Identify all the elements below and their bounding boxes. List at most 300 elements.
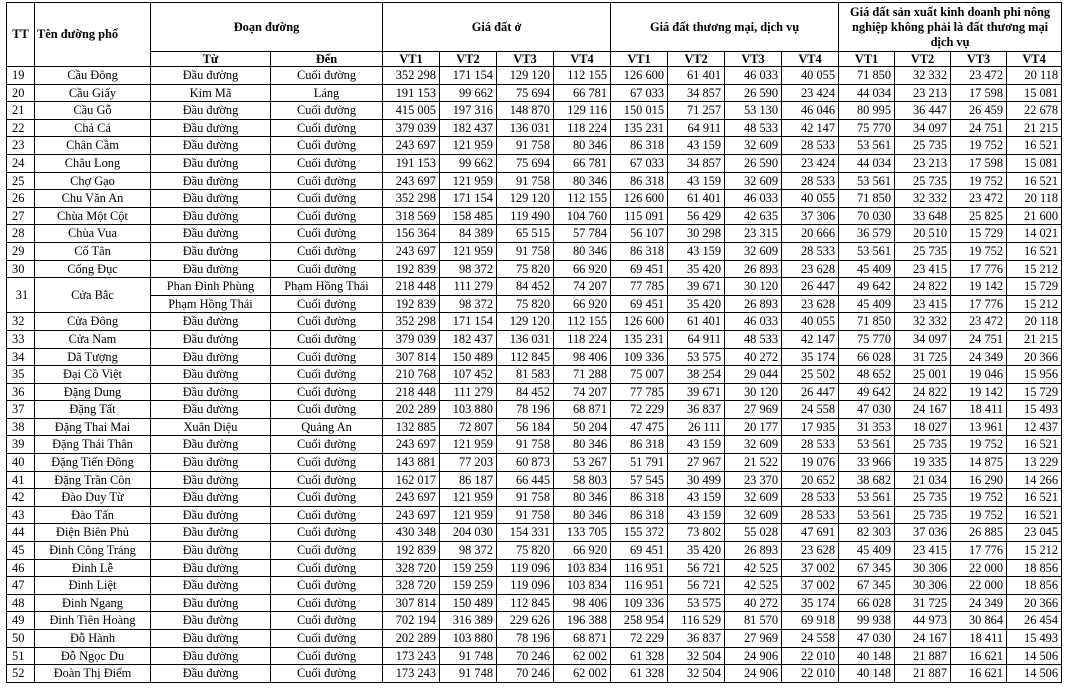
cell-price: 218 448 <box>383 383 440 401</box>
cell-price: 26 111 <box>668 418 725 436</box>
table-row <box>7 612 1062 630</box>
cell-price: 243 697 <box>383 137 440 155</box>
cell-from: Đầu đường <box>151 647 271 665</box>
cell-price: 47 475 <box>611 418 668 436</box>
cell-price: 50 204 <box>554 418 611 436</box>
table-row <box>7 665 1062 683</box>
header-vt4: VT4 <box>782 52 839 67</box>
cell-tt: 24 <box>7 154 35 172</box>
header-vt2: VT2 <box>440 52 497 67</box>
cell-price: 17 598 <box>951 84 1007 102</box>
header-vt4: VT4 <box>1007 52 1062 67</box>
cell-to: Quảng An <box>271 418 383 436</box>
cell-price: 112 155 <box>554 67 611 85</box>
cell-price: 24 558 <box>782 401 839 419</box>
table-row <box>7 137 1062 155</box>
cell-price: 19 752 <box>951 489 1007 507</box>
cell-price: 15 212 <box>1007 260 1062 278</box>
cell-from: Đầu đường <box>151 489 271 507</box>
header-segment: Đoạn đường <box>151 3 383 52</box>
cell-price: 91 758 <box>497 506 554 524</box>
cell-tt: 25 <box>7 172 35 190</box>
cell-price: 84 452 <box>497 278 554 296</box>
cell-price: 135 231 <box>611 330 668 348</box>
cell-price: 14 266 <box>1007 471 1062 489</box>
cell-price: 80 346 <box>554 489 611 507</box>
cell-price: 56 429 <box>668 207 725 225</box>
cell-price: 43 159 <box>668 172 725 190</box>
cell-price: 103 834 <box>554 577 611 595</box>
cell-tt: 19 <box>7 67 35 85</box>
cell-street-name: Dã Tượng <box>35 348 151 366</box>
cell-price: 26 893 <box>725 260 782 278</box>
cell-street-name: Đỗ Ngọc Du <box>35 647 151 665</box>
cell-price: 20 666 <box>782 225 839 243</box>
cell-price: 24 822 <box>895 278 951 296</box>
cell-price: 352 298 <box>383 190 440 208</box>
cell-price: 35 420 <box>668 260 725 278</box>
cell-price: 136 031 <box>497 119 554 137</box>
cell-price: 20 366 <box>1007 348 1062 366</box>
cell-price: 148 870 <box>497 102 554 120</box>
table-row <box>7 102 1062 120</box>
cell-price: 40 055 <box>782 67 839 85</box>
header-from: Từ <box>151 52 271 67</box>
cell-price: 32 609 <box>725 489 782 507</box>
cell-price: 159 259 <box>440 559 497 577</box>
cell-price: 111 279 <box>440 278 497 296</box>
cell-street-name: Đặng Thái Thân <box>35 436 151 454</box>
cell-price: 202 289 <box>383 630 440 648</box>
cell-price: 32 609 <box>725 242 782 260</box>
table-row <box>7 418 1062 436</box>
header-residential-price: Giá đất ở <box>383 3 611 52</box>
cell-price: 77 203 <box>440 454 497 472</box>
cell-tt: 29 <box>7 242 35 260</box>
table-row <box>7 489 1062 507</box>
cell-price: 64 911 <box>668 119 725 137</box>
cell-street-name: Chùa Vua <box>35 225 151 243</box>
header-vt3: VT3 <box>951 52 1007 67</box>
cell-price: 19 142 <box>951 278 1007 296</box>
cell-price: 61 328 <box>611 665 668 683</box>
cell-price: 15 729 <box>951 225 1007 243</box>
cell-price: 23 628 <box>782 295 839 313</box>
cell-price: 158 485 <box>440 207 497 225</box>
cell-from: Phan Đình Phùng <box>151 278 271 296</box>
cell-price: 91 748 <box>440 665 497 683</box>
cell-tt: 47 <box>7 577 35 595</box>
cell-street-name: Châu Long <box>35 154 151 172</box>
cell-price: 23 424 <box>782 154 839 172</box>
cell-price: 22 010 <box>782 647 839 665</box>
cell-price: 35 420 <box>668 542 725 560</box>
cell-price: 28 533 <box>782 242 839 260</box>
cell-price: 37 002 <box>782 559 839 577</box>
cell-price: 115 091 <box>611 207 668 225</box>
cell-price: 23 628 <box>782 260 839 278</box>
cell-street-name: Đào Duy Từ <box>35 489 151 507</box>
cell-tt: 41 <box>7 471 35 489</box>
cell-price: 23 472 <box>951 67 1007 85</box>
cell-price: 430 348 <box>383 524 440 542</box>
cell-price: 56 184 <box>497 418 554 436</box>
cell-price: 91 758 <box>497 172 554 190</box>
cell-street-name: Đặng Tiến Đông <box>35 454 151 472</box>
land-price-table <box>6 2 1062 683</box>
cell-price: 34 097 <box>895 330 951 348</box>
cell-price: 16 290 <box>951 471 1007 489</box>
cell-price: 80 346 <box>554 436 611 454</box>
cell-price: 77 785 <box>611 383 668 401</box>
cell-price: 121 959 <box>440 489 497 507</box>
cell-from: Đầu đường <box>151 401 271 419</box>
cell-price: 68 871 <box>554 401 611 419</box>
cell-tt: 21 <box>7 102 35 120</box>
cell-price: 23 415 <box>895 295 951 313</box>
cell-price: 53 561 <box>839 137 895 155</box>
cell-street-name: Cống Đục <box>35 260 151 278</box>
table-row <box>7 594 1062 612</box>
cell-price: 30 499 <box>668 471 725 489</box>
cell-price: 75 770 <box>839 330 895 348</box>
cell-price: 56 721 <box>668 559 725 577</box>
cell-price: 18 856 <box>1007 559 1062 577</box>
cell-to: Cuối đường <box>271 524 383 542</box>
table-row <box>7 295 1062 313</box>
cell-price: 91 758 <box>497 489 554 507</box>
cell-from: Đầu đường <box>151 577 271 595</box>
cell-price: 28 533 <box>782 506 839 524</box>
cell-from: Đầu đường <box>151 172 271 190</box>
cell-price: 35 174 <box>782 594 839 612</box>
table-row <box>7 647 1062 665</box>
cell-price: 109 336 <box>611 594 668 612</box>
cell-price: 18 027 <box>895 418 951 436</box>
cell-price: 86 318 <box>611 172 668 190</box>
cell-street-name: Cửa Đông <box>35 313 151 331</box>
cell-price: 19 752 <box>951 137 1007 155</box>
cell-price: 80 346 <box>554 172 611 190</box>
cell-price: 70 246 <box>497 665 554 683</box>
cell-price: 44 034 <box>839 154 895 172</box>
cell-from: Đầu đường <box>151 524 271 542</box>
header-street-name: Tên đường phố <box>35 3 151 67</box>
header-vt2: VT2 <box>668 52 725 67</box>
cell-price: 99 938 <box>839 612 895 630</box>
cell-price: 32 332 <box>895 67 951 85</box>
cell-price: 14 506 <box>1007 647 1062 665</box>
table-row <box>7 454 1062 472</box>
cell-price: 43 159 <box>668 436 725 454</box>
cell-price: 191 153 <box>383 84 440 102</box>
cell-price: 13 961 <box>951 418 1007 436</box>
cell-price: 30 306 <box>895 559 951 577</box>
cell-price: 17 935 <box>782 418 839 436</box>
cell-price: 72 229 <box>611 401 668 419</box>
cell-from: Đầu đường <box>151 383 271 401</box>
cell-from: Đầu đường <box>151 225 271 243</box>
cell-price: 119 490 <box>497 207 554 225</box>
cell-price: 33 648 <box>895 207 951 225</box>
cell-price: 66 781 <box>554 154 611 172</box>
cell-street-name: Đinh Lễ <box>35 559 151 577</box>
cell-price: 32 504 <box>668 665 725 683</box>
cell-price: 16 621 <box>951 647 1007 665</box>
cell-price: 243 697 <box>383 242 440 260</box>
cell-price: 66 445 <box>497 471 554 489</box>
cell-price: 34 857 <box>668 154 725 172</box>
cell-price: 20 366 <box>1007 594 1062 612</box>
header-vt3: VT3 <box>725 52 782 67</box>
cell-price: 15 212 <box>1007 542 1062 560</box>
cell-price: 98 406 <box>554 594 611 612</box>
cell-tt: 37 <box>7 401 35 419</box>
cell-from: Đầu đường <box>151 154 271 172</box>
cell-street-name: Cầu Gỗ <box>35 102 151 120</box>
cell-price: 40 272 <box>725 348 782 366</box>
cell-price: 24 906 <box>725 647 782 665</box>
cell-price: 53 561 <box>839 172 895 190</box>
cell-to: Cuối đường <box>271 366 383 384</box>
cell-price: 16 521 <box>1007 242 1062 260</box>
cell-price: 24 822 <box>895 383 951 401</box>
cell-price: 24 349 <box>951 594 1007 612</box>
cell-price: 119 096 <box>497 577 554 595</box>
cell-price: 121 959 <box>440 436 497 454</box>
cell-price: 60 873 <box>497 454 554 472</box>
cell-price: 61 401 <box>668 67 725 85</box>
cell-street-name: Đinh Tiên Hoàng <box>35 612 151 630</box>
cell-from: Đầu đường <box>151 242 271 260</box>
cell-price: 17 776 <box>951 295 1007 313</box>
cell-price: 28 533 <box>782 172 839 190</box>
cell-price: 103 834 <box>554 559 611 577</box>
cell-price: 61 401 <box>668 313 725 331</box>
cell-price: 57 784 <box>554 225 611 243</box>
cell-price: 48 533 <box>725 330 782 348</box>
cell-to: Cuối đường <box>271 137 383 155</box>
cell-price: 80 346 <box>554 137 611 155</box>
header-commercial-price: Giá đất thương mại, dịch vụ <box>611 3 839 52</box>
cell-from: Đầu đường <box>151 594 271 612</box>
cell-price: 18 411 <box>951 630 1007 648</box>
cell-price: 66 781 <box>554 84 611 102</box>
cell-price: 379 039 <box>383 330 440 348</box>
cell-price: 36 837 <box>668 401 725 419</box>
cell-price: 210 768 <box>383 366 440 384</box>
cell-price: 116 529 <box>668 612 725 630</box>
cell-price: 38 682 <box>839 471 895 489</box>
cell-tt: 51 <box>7 647 35 665</box>
cell-price: 30 864 <box>951 612 1007 630</box>
cell-price: 26 454 <box>1007 612 1062 630</box>
cell-street-name: Cổ Tân <box>35 242 151 260</box>
cell-price: 15 493 <box>1007 401 1062 419</box>
cell-price: 19 752 <box>951 242 1007 260</box>
cell-price: 36 579 <box>839 225 895 243</box>
cell-price: 77 785 <box>611 278 668 296</box>
cell-price: 40 148 <box>839 647 895 665</box>
cell-price: 57 545 <box>611 471 668 489</box>
table-header <box>7 3 1062 67</box>
cell-price: 86 318 <box>611 436 668 454</box>
table-row <box>7 366 1062 384</box>
cell-price: 204 030 <box>440 524 497 542</box>
cell-price: 26 459 <box>951 102 1007 120</box>
cell-price: 99 662 <box>440 84 497 102</box>
cell-price: 12 437 <box>1007 418 1062 436</box>
cell-price: 68 871 <box>554 630 611 648</box>
cell-price: 23 213 <box>895 84 951 102</box>
cell-from: Đầu đường <box>151 330 271 348</box>
cell-price: 16 621 <box>951 665 1007 683</box>
cell-price: 39 671 <box>668 383 725 401</box>
cell-price: 58 803 <box>554 471 611 489</box>
cell-street-name: Đinh Ngang <box>35 594 151 612</box>
cell-street-name: Cầu Đông <box>35 67 151 85</box>
cell-street-name: Cửa Bắc <box>35 278 151 313</box>
cell-to: Cuối đường <box>271 102 383 120</box>
cell-price: 37 306 <box>782 207 839 225</box>
cell-to: Cuối đường <box>271 454 383 472</box>
cell-tt: 23 <box>7 137 35 155</box>
cell-to: Cuối đường <box>271 647 383 665</box>
cell-price: 21 215 <box>1007 330 1062 348</box>
cell-price: 118 224 <box>554 330 611 348</box>
cell-price: 197 316 <box>440 102 497 120</box>
cell-price: 91 748 <box>440 647 497 665</box>
cell-from: Đầu đường <box>151 612 271 630</box>
cell-price: 24 558 <box>782 630 839 648</box>
table-row <box>7 524 1062 542</box>
cell-price: 91 758 <box>497 436 554 454</box>
cell-price: 67 345 <box>839 559 895 577</box>
cell-price: 53 130 <box>725 102 782 120</box>
cell-price: 192 839 <box>383 260 440 278</box>
cell-price: 129 120 <box>497 313 554 331</box>
cell-price: 27 969 <box>725 401 782 419</box>
cell-price: 34 097 <box>895 119 951 137</box>
cell-price: 27 967 <box>668 454 725 472</box>
cell-price: 38 254 <box>668 366 725 384</box>
cell-tt: 49 <box>7 612 35 630</box>
cell-price: 47 030 <box>839 401 895 419</box>
cell-price: 25 735 <box>895 137 951 155</box>
cell-from: Đầu đường <box>151 471 271 489</box>
cell-price: 80 346 <box>554 506 611 524</box>
cell-price: 42 147 <box>782 119 839 137</box>
cell-price: 25 735 <box>895 506 951 524</box>
cell-price: 26 590 <box>725 84 782 102</box>
cell-price: 129 120 <box>497 190 554 208</box>
cell-price: 14 875 <box>951 454 1007 472</box>
cell-price: 328 720 <box>383 559 440 577</box>
cell-from: Đầu đường <box>151 559 271 577</box>
cell-price: 155 372 <box>611 524 668 542</box>
cell-price: 129 120 <box>497 67 554 85</box>
cell-price: 74 207 <box>554 278 611 296</box>
cell-from: Phạm Hồng Thái <box>151 295 271 313</box>
cell-street-name: Đặng Thai Mai <box>35 418 151 436</box>
cell-price: 15 956 <box>1007 366 1062 384</box>
cell-price: 26 893 <box>725 295 782 313</box>
table-row <box>7 119 1062 137</box>
cell-price: 32 609 <box>725 506 782 524</box>
cell-to: Cuối đường <box>271 401 383 419</box>
cell-price: 415 005 <box>383 102 440 120</box>
cell-price: 25 735 <box>895 172 951 190</box>
cell-price: 104 760 <box>554 207 611 225</box>
cell-price: 39 671 <box>668 278 725 296</box>
cell-price: 20 118 <box>1007 190 1062 208</box>
table-row <box>7 401 1062 419</box>
cell-price: 143 881 <box>383 454 440 472</box>
cell-price: 82 303 <box>839 524 895 542</box>
cell-price: 26 447 <box>782 383 839 401</box>
cell-tt: 27 <box>7 207 35 225</box>
cell-tt: 33 <box>7 330 35 348</box>
header-vt2: VT2 <box>895 52 951 67</box>
cell-price: 30 120 <box>725 278 782 296</box>
cell-from: Đầu đường <box>151 436 271 454</box>
cell-tt: 28 <box>7 225 35 243</box>
cell-to: Cuối đường <box>271 630 383 648</box>
table-row <box>7 172 1062 190</box>
cell-price: 26 885 <box>951 524 1007 542</box>
cell-price: 84 452 <box>497 383 554 401</box>
cell-price: 135 231 <box>611 119 668 137</box>
cell-from: Đầu đường <box>151 630 271 648</box>
cell-price: 21 887 <box>895 647 951 665</box>
cell-price: 182 437 <box>440 119 497 137</box>
cell-price: 49 642 <box>839 383 895 401</box>
cell-price: 43 159 <box>668 242 725 260</box>
cell-price: 81 570 <box>725 612 782 630</box>
cell-price: 162 017 <box>383 471 440 489</box>
cell-price: 171 154 <box>440 67 497 85</box>
cell-price: 28 533 <box>782 436 839 454</box>
cell-from: Đầu đường <box>151 665 271 683</box>
cell-to: Cuối đường <box>271 594 383 612</box>
cell-price: 69 451 <box>611 295 668 313</box>
cell-price: 126 600 <box>611 313 668 331</box>
cell-price: 44 034 <box>839 84 895 102</box>
cell-price: 56 721 <box>668 577 725 595</box>
cell-price: 24 751 <box>951 119 1007 137</box>
cell-price: 47 691 <box>782 524 839 542</box>
cell-from: Đầu đường <box>151 313 271 331</box>
cell-price: 40 055 <box>782 190 839 208</box>
cell-price: 150 489 <box>440 348 497 366</box>
table-row <box>7 348 1062 366</box>
cell-tt: 40 <box>7 454 35 472</box>
cell-price: 21 522 <box>725 454 782 472</box>
cell-price: 67 033 <box>611 154 668 172</box>
cell-price: 53 561 <box>839 242 895 260</box>
cell-price: 243 697 <box>383 489 440 507</box>
cell-price: 22 678 <box>1007 102 1062 120</box>
cell-price: 19 752 <box>951 172 1007 190</box>
cell-price: 16 521 <box>1007 506 1062 524</box>
cell-price: 14 021 <box>1007 225 1062 243</box>
cell-price: 121 959 <box>440 242 497 260</box>
cell-price: 16 521 <box>1007 172 1062 190</box>
cell-price: 75 770 <box>839 119 895 137</box>
cell-price: 173 243 <box>383 665 440 683</box>
cell-price: 24 906 <box>725 665 782 683</box>
table-row <box>7 471 1062 489</box>
